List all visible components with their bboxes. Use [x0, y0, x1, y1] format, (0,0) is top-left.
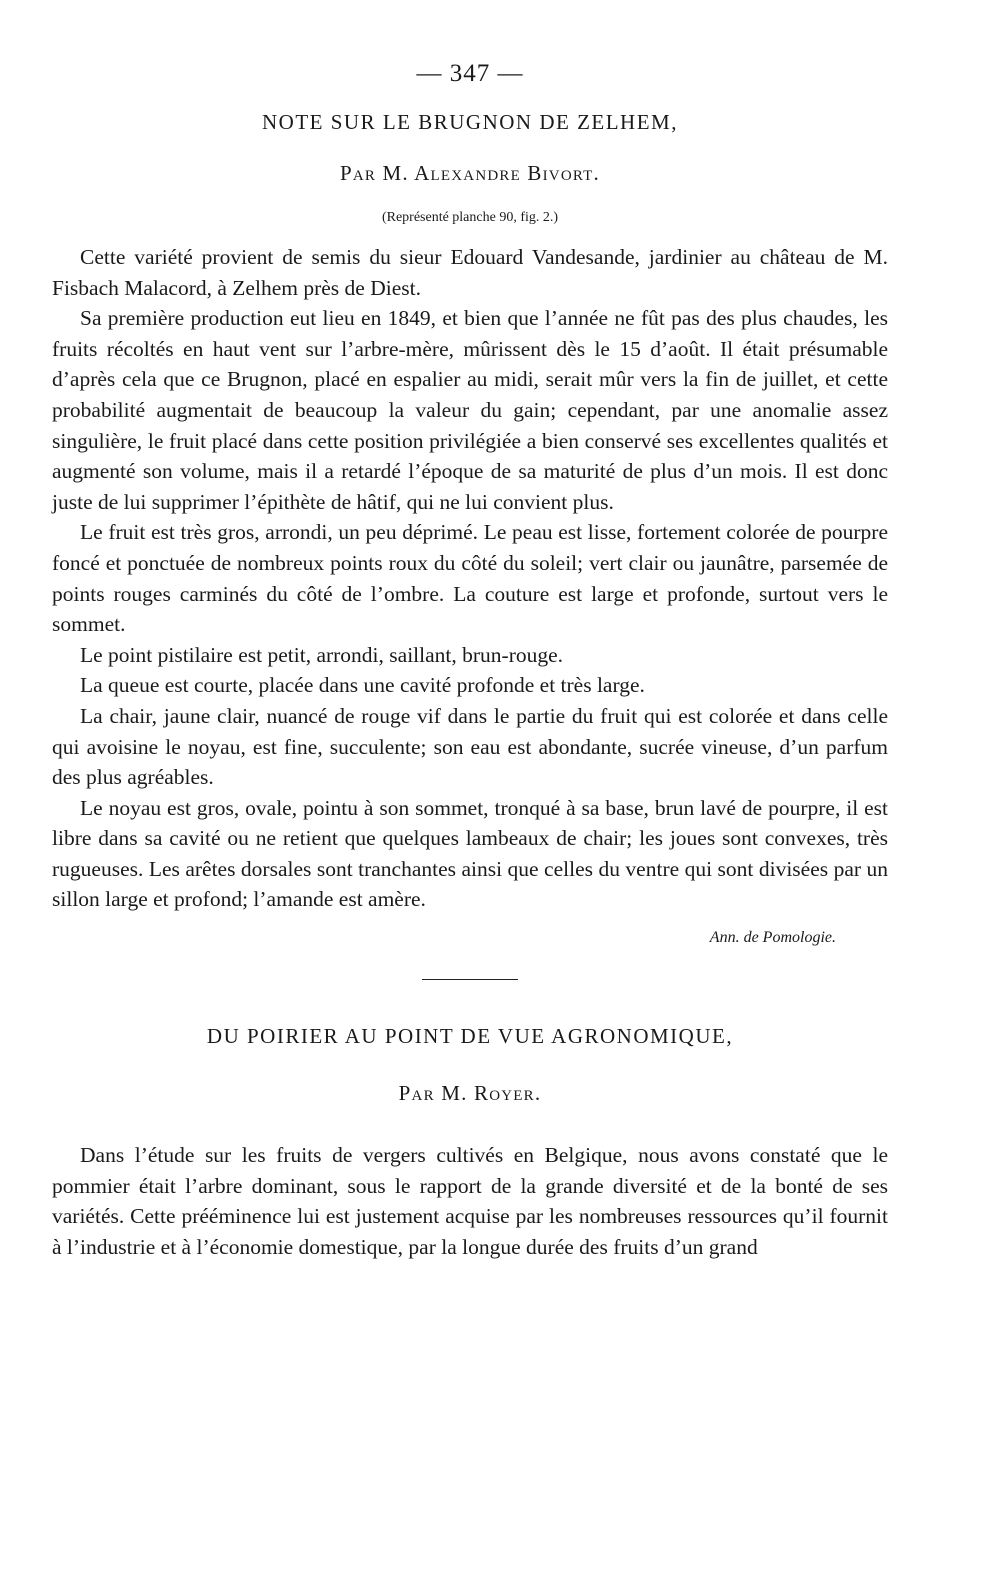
plate-caption: (Représenté planche 90, fig. 2.) [381, 210, 559, 225]
article-author: Par M. Alexandre Bivort. [339, 161, 600, 185]
paragraph: La chair, jaune clair, nuancé de rouge vif dans le partie du fruit qui est colorée et dans celle qui avoisine le noyau, est fine, succulente; son eau est abondante, sucrée vineuse, d’un parfum des plus agréables. [52, 703, 888, 790]
paragraph: Le point pistilaire est petit, arrondi, saillant, brun-rouge. [80, 642, 564, 667]
page-number: — 347 — [416, 60, 524, 87]
paragraph: Le noyau est gros, ovale, pointu à son sommet, tronqué à sa base, brun lavé de pourpre, il est libre dans sa cavité ou ne retient que quelques lambeaux de chair; les joues sont convexes, très rugueuses. Les arêtes dorsales sont tranchantes ainsi que celles du ventre qui sont divisées par un sillon large et profond; l’amande est amère. [52, 795, 888, 912]
article-title: DU POIRIER AU POINT DE VUE AGRONOMIQUE, [206, 1024, 734, 1049]
article-author: Par M. Royer. [398, 1081, 542, 1106]
paragraph: Cette variété provient de semis du sieur Edouard Vandesande, jardinier au château de M. Fisbach Malacord, à Zelhem près de Diest. [52, 245, 888, 300]
source-citation: Ann. de Pomologie. [709, 929, 836, 947]
paragraph: Le fruit est très gros, arrondi, un peu déprimé. Le peau est lisse, fortement colorée de pourpre foncé et ponctuée de nombreux points roux du côté du soleil; vert clair ou jaunâtre, parsemée de points rouges carminés du côté de l’ombre. La couture est large et profonde, surtout vers le sommet. [52, 520, 888, 637]
paragraph: Dans l’étude sur les fruits de vergers cultivés en Belgique, nous avons constaté que le pommier était l’arbre dominant, sous le rapport de la grande diversité et de la bonté de ses variétés. Cette prééminence lui est justement acquise par les nombreuses ressources qu’il fournit à l’industrie et à l’économie domestique, par la longue durée des fruits d’un grand [52, 1143, 888, 1259]
page [52, 60, 888, 1262]
article-title: NOTE SUR LE BRUGNON DE ZELHEM, [262, 110, 678, 134]
paragraph: La queue est courte, placée dans une cavité profonde et très large. [80, 673, 645, 698]
paragraph: Sa première production eut lieu en 1849, et bien que l’année ne fût pas des plus chaudes, les fruits récoltés en haut vent sur l’arbre-mère, mûrissent dès le 15 d’août. Il était présumable d’après cela que ce Brugnon, placé en espalier au midi, serait mûr vers la fin de juillet, et cette probabilité augmentait de beaucoup la valeur du gain; cependant, par une anomalie assez singulière, le fruit placé dans cette position privilégiée a bien conservé ses excellentes qualités et augmenté son volume, mais il a retardé l’époque de sa maturité de plus d’un mois. Il est donc juste de lui supprimer l’épithète de hâtif, qui ne lui convient plus. [52, 306, 888, 514]
section-divider [422, 979, 518, 980]
